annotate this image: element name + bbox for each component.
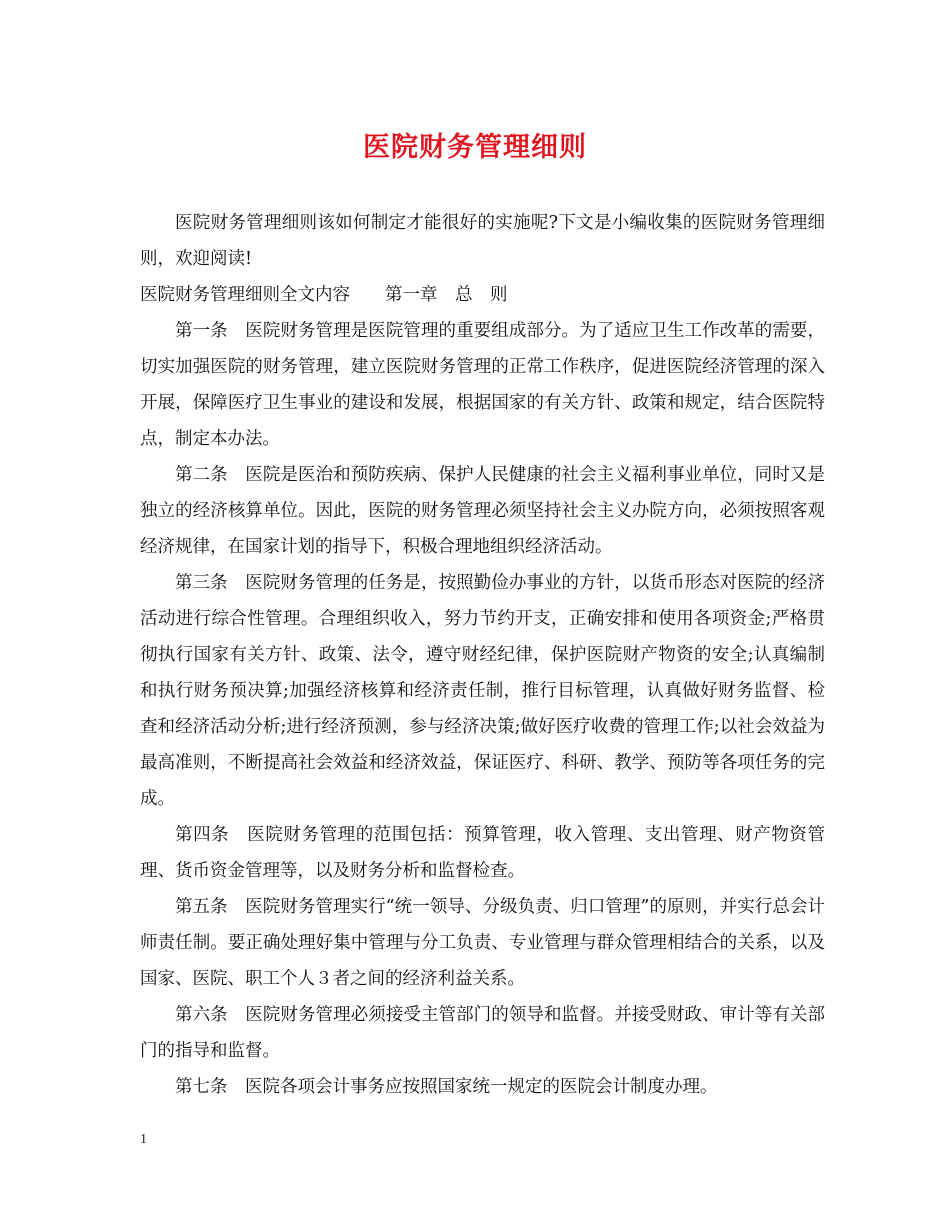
chapter-heading-line: 医院财务管理细则全文内容 第一章 总 则	[140, 285, 508, 305]
article-paragraph-7: 第七条 医院各项会计事务应按照国家统一规定的医院会计制度办理。	[175, 1077, 718, 1097]
article-paragraph-3: 第三条 医院财务管理的任务是，按照勤俭办事业的方针，以货币形态对医院的经济活动进行综合性管理。合理组织收入，努力节约开支，正确安排和使用各项资金;严格贯彻执行国家有关方针、政策、法令，遵守财经纪律，保护医院财产物资的安全;认真编制和执行财务预决算;加强经济核算和经济责任制，推行目标管理，认真做好财务监督、检查和经济活动分析;进行经济预测，参与经济决策;做好医疗收费的管理工作;以社会效益为最高准则，不断提高社会效益和经济效益，保证医疗、科研、教学、预防等各项任务的完成。	[140, 573, 825, 809]
document-body	[140, 205, 825, 1105]
document-title: 医院财务管理细则	[363, 132, 587, 163]
intro-paragraph: 医院财务管理细则该如何制定才能很好的实施呢?下文是小编收集的医院财务管理细则，欢迎阅读!	[140, 213, 825, 269]
page-number: 1	[140, 1132, 147, 1147]
article-paragraph-1: 第一条 医院财务管理是医院管理的重要组成部分。为了适应卫生工作改革的需要，切实加强医院的财务管理，建立医院财务管理的正常工作秩序，促进医院经济管理的深入开展，保障医疗卫生事业的建设和发展，根据国家的有关方针、政策和规定，结合医院特点，制定本办法。	[140, 321, 825, 449]
article-paragraph-5: 第五条 医院财务管理实行“统一领导、分级负责、归口管理”的原则，并实行总会计师责任制。要正确处理好集中管理与分工负责、专业管理与群众管理相结合的关系，以及国家、医院、职工个人３者之间的经济利益关系。	[140, 897, 825, 989]
article-paragraph-6: 第六条 医院财务管理必须接受主管部门的领导和监督。并接受财政、审计等有关部门的指导和监督。	[140, 1005, 825, 1061]
article-paragraph-4: 第四条 医院财务管理的范围包括：预算管理，收入管理、支出管理、财产物资管理、货币资金管理等，以及财务分析和监督检查。	[140, 825, 825, 881]
article-paragraph-2: 第二条 医院是医治和预防疾病、保护人民健康的社会主义福利事业单位，同时又是独立的经济核算单位。因此，医院的财务管理必须坚持社会主义办院方向，必须按照客观经济规律，在国家计划的指导下，积极合理地组织经济活动。	[140, 465, 825, 557]
